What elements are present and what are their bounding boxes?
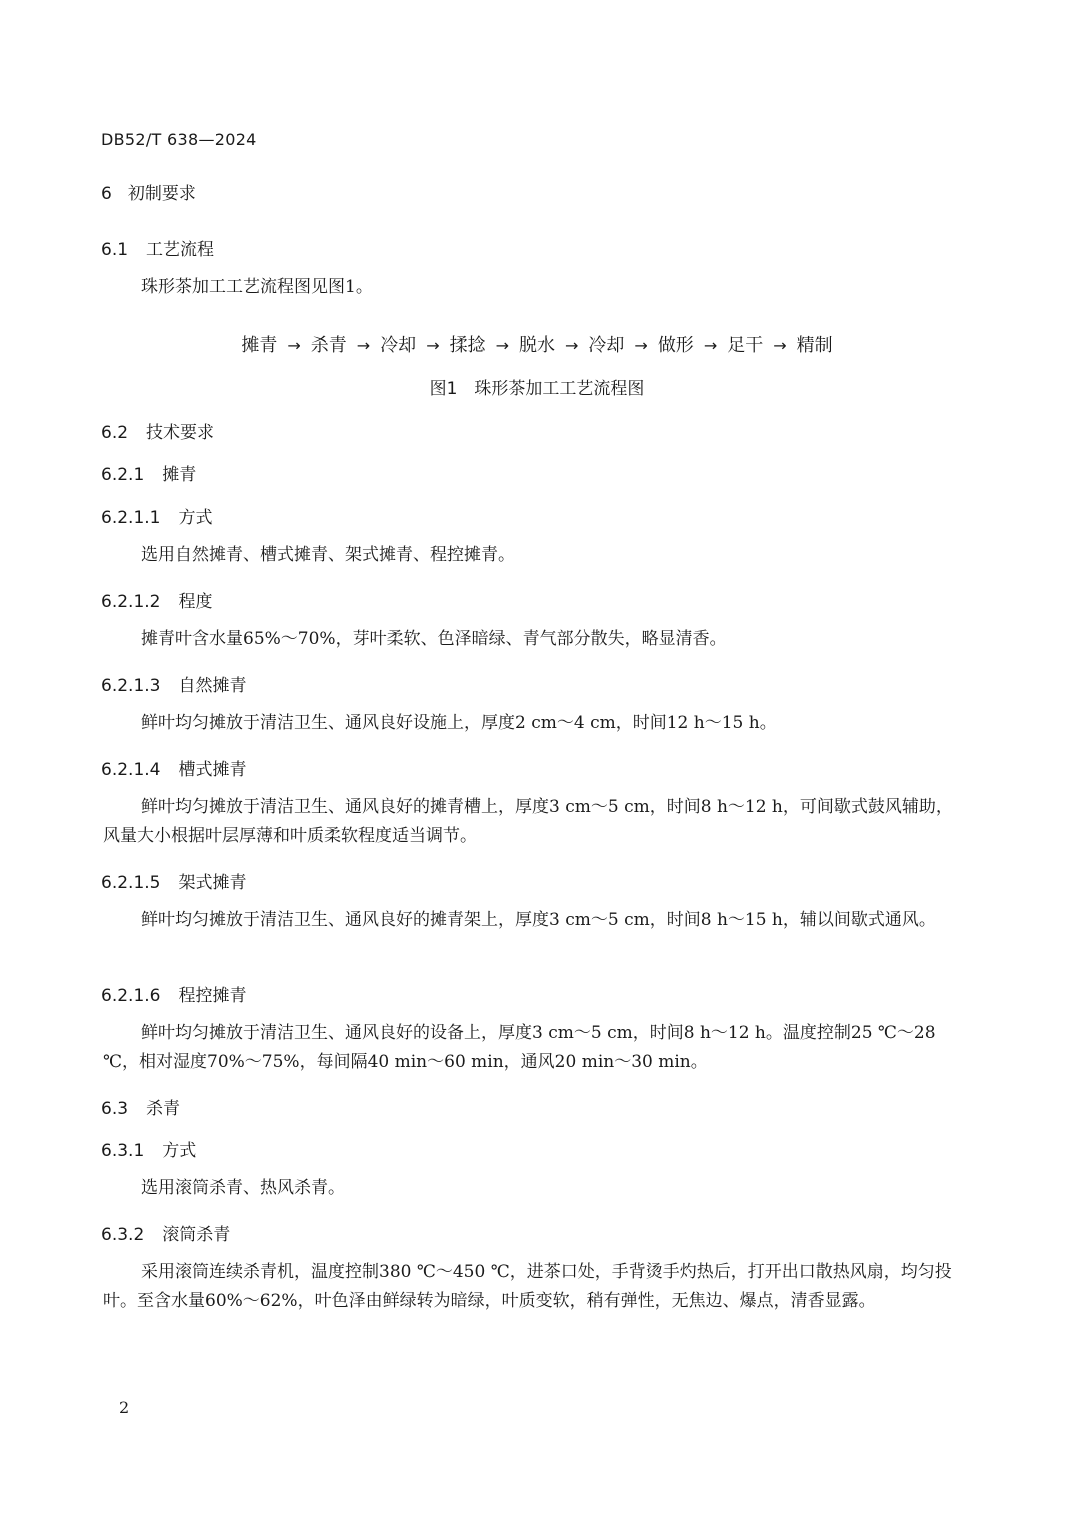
paragraph-6-2-1-5: 鲜叶均匀摊放于清洁卫生、通风良好的摊青架上，厚度3 cm～5 cm，时间8 h～15 h，辅以间歇式通风。 — [141, 910, 936, 930]
section-title: 初制要求 — [127, 184, 196, 204]
section-title: 方式 — [178, 508, 213, 528]
section-heading-6-3-1 — [101, 1136, 196, 1161]
arrow-right-icon: → — [565, 336, 579, 355]
section-heading-6 — [101, 179, 196, 204]
paragraph-6-2-1-2: 摊青叶含水量65%～70%，芽叶柔软、色泽暗绿、青气部分散失，略显清香。 — [141, 629, 727, 649]
arrow-right-icon: → — [703, 336, 718, 355]
section-heading-6-2-1-6 — [101, 981, 246, 1006]
flow-step: 杀青 — [310, 335, 347, 356]
flow-step: 足干 — [727, 335, 764, 356]
arrow-right-icon: → — [426, 336, 440, 355]
paragraph-6-2-1-6: 鲜叶均匀摊放于清洁卫生、通风良好的设备上，厚度3 cm～5 cm，时间8 h～12 h。温度控制25 ℃～28 ℃，相对湿度70%～75%，每间隔40 min～60 min，通风20 min～30 min。 — [103, 1023, 936, 1072]
flow-step: 冷却 — [588, 335, 625, 356]
section-title: 架式摊青 — [178, 873, 247, 893]
arrow-right-icon: → — [773, 336, 787, 355]
section-heading-6-3 — [101, 1094, 180, 1119]
section-number: 6.3.2 — [101, 1225, 145, 1245]
section-title: 程控摊青 — [178, 986, 247, 1006]
paragraph-6-3-1: 选用滚筒杀青、热风杀青。 — [141, 1178, 345, 1198]
page-number: 2 — [119, 1398, 130, 1417]
section-number: 6 — [101, 184, 112, 204]
flow-step: 摊青 — [241, 335, 278, 356]
flow-step: 做形 — [657, 335, 694, 356]
flow-step: 脱水 — [519, 335, 555, 356]
flow-step: 揉捻 — [449, 335, 486, 356]
section-number: 6.2.1 — [101, 465, 145, 485]
paragraph-6-2-1-3: 鲜叶均匀摊放于清洁卫生、通风良好设施上，厚度2 cm～4 cm，时间12 h～15 h。 — [141, 713, 777, 733]
section-title: 程度 — [178, 592, 213, 612]
paragraph-6-2-1-1: 选用自然摊青、槽式摊青、架式摊青、程控摊青。 — [141, 545, 515, 565]
paragraph-6-2-1-4: 鲜叶均匀摊放于清洁卫生、通风良好的摊青槽上，厚度3 cm～5 cm，时间8 h～12 h，可间歇式鼓风辅助，风量大小根据叶层厚薄和叶质柔软程度适当调节。 — [103, 797, 953, 846]
arrow-right-icon: → — [287, 336, 301, 355]
section-title: 摊青 — [162, 465, 197, 485]
flow-step: 精制 — [796, 335, 833, 356]
figure-caption: 图1 珠形茶加工工艺流程图 — [429, 379, 645, 399]
section-heading-6-2-1 — [101, 460, 196, 485]
section-number: 6.2.1.3 — [101, 676, 161, 696]
arrow-right-icon: → — [495, 336, 509, 355]
section-heading-6-2-1-1 — [101, 503, 212, 528]
paragraph-6-1: 珠形茶加工工艺流程图见图1。 — [141, 277, 373, 297]
section-heading-6-1 — [101, 235, 214, 260]
section-number: 6.3.1 — [101, 1141, 145, 1161]
section-title: 技术要求 — [146, 423, 215, 443]
arrow-right-icon: → — [356, 336, 371, 355]
section-heading-6-3-2 — [101, 1220, 230, 1245]
section-heading-6-2-1-4 — [101, 755, 246, 780]
document-code-header: DB52/T 638—2024 — [101, 130, 257, 149]
section-number: 6.2.1.6 — [101, 986, 161, 1006]
arrow-right-icon: → — [634, 336, 648, 355]
section-number: 6.2.1.2 — [101, 592, 161, 612]
paragraph-6-3-2: 采用滚筒连续杀青机，温度控制380 ℃～450 ℃，进茶口处，手背烫手灼热后，打开出口散热风扇，均匀投叶。至含水量60%～62%，叶色泽由鲜绿转为暗绿，叶质变软，稍有弹性，无焦边、爆点，清香显露。 — [103, 1262, 952, 1311]
section-heading-6-2-1-5 — [101, 868, 246, 893]
process-flow-diagram — [0, 331, 1074, 357]
section-title: 槽式摊青 — [178, 760, 247, 780]
section-title: 方式 — [162, 1141, 197, 1161]
section-number: 6.2.1.5 — [101, 873, 161, 893]
section-number: 6.2.1.1 — [101, 508, 161, 528]
section-heading-6-2-1-3 — [101, 671, 246, 696]
section-title: 工艺流程 — [146, 240, 215, 260]
section-title: 滚筒杀青 — [162, 1225, 231, 1245]
section-heading-6-2-1-2 — [101, 587, 212, 612]
section-title: 杀青 — [146, 1099, 181, 1119]
section-number: 6.1 — [101, 240, 129, 260]
section-number: 6.2.1.4 — [101, 760, 161, 780]
flow-step: 冷却 — [380, 335, 417, 356]
section-number: 6.2 — [101, 423, 129, 443]
section-title: 自然摊青 — [178, 676, 247, 696]
section-heading-6-2 — [101, 418, 214, 443]
section-number: 6.3 — [101, 1099, 129, 1119]
